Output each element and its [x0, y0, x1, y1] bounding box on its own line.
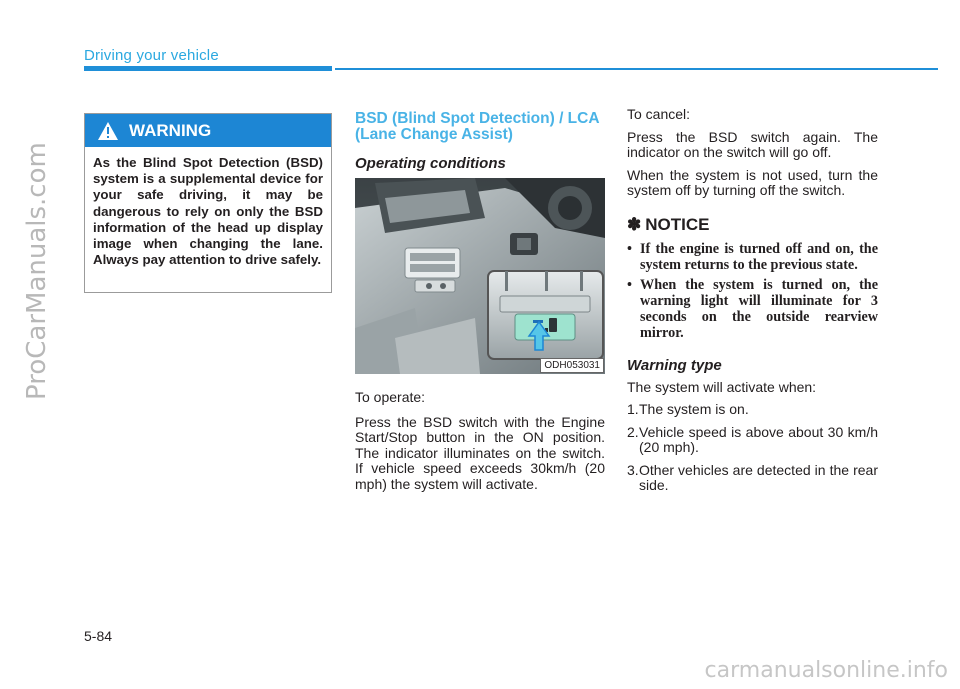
- condition-number: 3.: [627, 461, 639, 478]
- notice-list: [627, 241, 878, 341]
- operate-text: Press the BSD switch with the Engine Start/Stop button in the ON position. The indicator illuminates on the switch. If vehicle speed exceeds 30km/h (20 mph) the system will activate.: [355, 413, 605, 492]
- condition-text: Vehicle speed is above about 30 km/h (20 mph).: [639, 423, 878, 455]
- column-cancel-notice: [627, 107, 878, 494]
- warning-header: [85, 114, 331, 147]
- condition-item: [627, 463, 878, 494]
- condition-text: The system is on.: [639, 401, 749, 417]
- warning-triangle-icon: [97, 121, 119, 141]
- cancel-text: Press the BSD switch again. The indicator on the switch will go off.: [627, 128, 878, 160]
- notice-item: [627, 277, 878, 341]
- header-rule-thick: [84, 66, 332, 71]
- bottom-watermark: carmanualsonline.info: [704, 658, 948, 683]
- warning-title: WARNING: [129, 120, 212, 140]
- to-operate-label: To operate:: [355, 389, 426, 405]
- page-number: 5-84: [84, 628, 113, 644]
- notice-item-text: When the system is turned on, the warning light will illuminate for 3 seconds on the outside rearview mirror.: [640, 276, 878, 341]
- figure-label: ODH053031: [540, 358, 604, 373]
- dashboard-illustration: [355, 178, 605, 374]
- section-title: Driving your vehicle: [84, 47, 219, 64]
- notice-star-icon: ✽: [627, 214, 642, 234]
- condition-item: [627, 402, 878, 418]
- notice-title-text: NOTICE: [645, 214, 710, 234]
- bsd-switch-figure: [355, 178, 605, 374]
- bullet-icon: •: [627, 240, 632, 257]
- condition-number: 2.: [627, 423, 639, 440]
- warning-text: As the Blind Spot Detection (BSD) system is a supplemental device for your safe driving, it may be dangerous to rely on only the BSD information of the head up display image when changing the lane. Always pay attention to drive safely.: [93, 155, 323, 268]
- side-watermark: ProCarManuals.com: [22, 142, 52, 400]
- notice-item: [627, 241, 878, 273]
- condition-item: [627, 425, 878, 456]
- not-used-text: When the system is not used, turn the system off by turning off the switch.: [627, 166, 878, 198]
- warning-type-heading: Warning type: [627, 356, 722, 374]
- condition-number: 1.: [627, 401, 639, 417]
- activate-text: The system will activate when:: [627, 378, 817, 395]
- bullet-icon: •: [627, 276, 632, 293]
- notice-title: [627, 215, 878, 235]
- to-cancel-label: To cancel:: [627, 106, 691, 122]
- notice-item-text: If the engine is turned off and on, the system returns to the previous state.: [640, 240, 878, 273]
- bsd-heading: BSD (Blind Spot Detection) / LCA (Lane Change Assist): [355, 110, 599, 143]
- header-rule-thin: [335, 68, 938, 70]
- warning-box: [84, 113, 332, 293]
- column-bsd: [355, 111, 605, 492]
- operating-conditions-heading: Operating conditions: [355, 155, 506, 172]
- condition-text: Other vehicles are detected in the rear side.: [639, 461, 878, 493]
